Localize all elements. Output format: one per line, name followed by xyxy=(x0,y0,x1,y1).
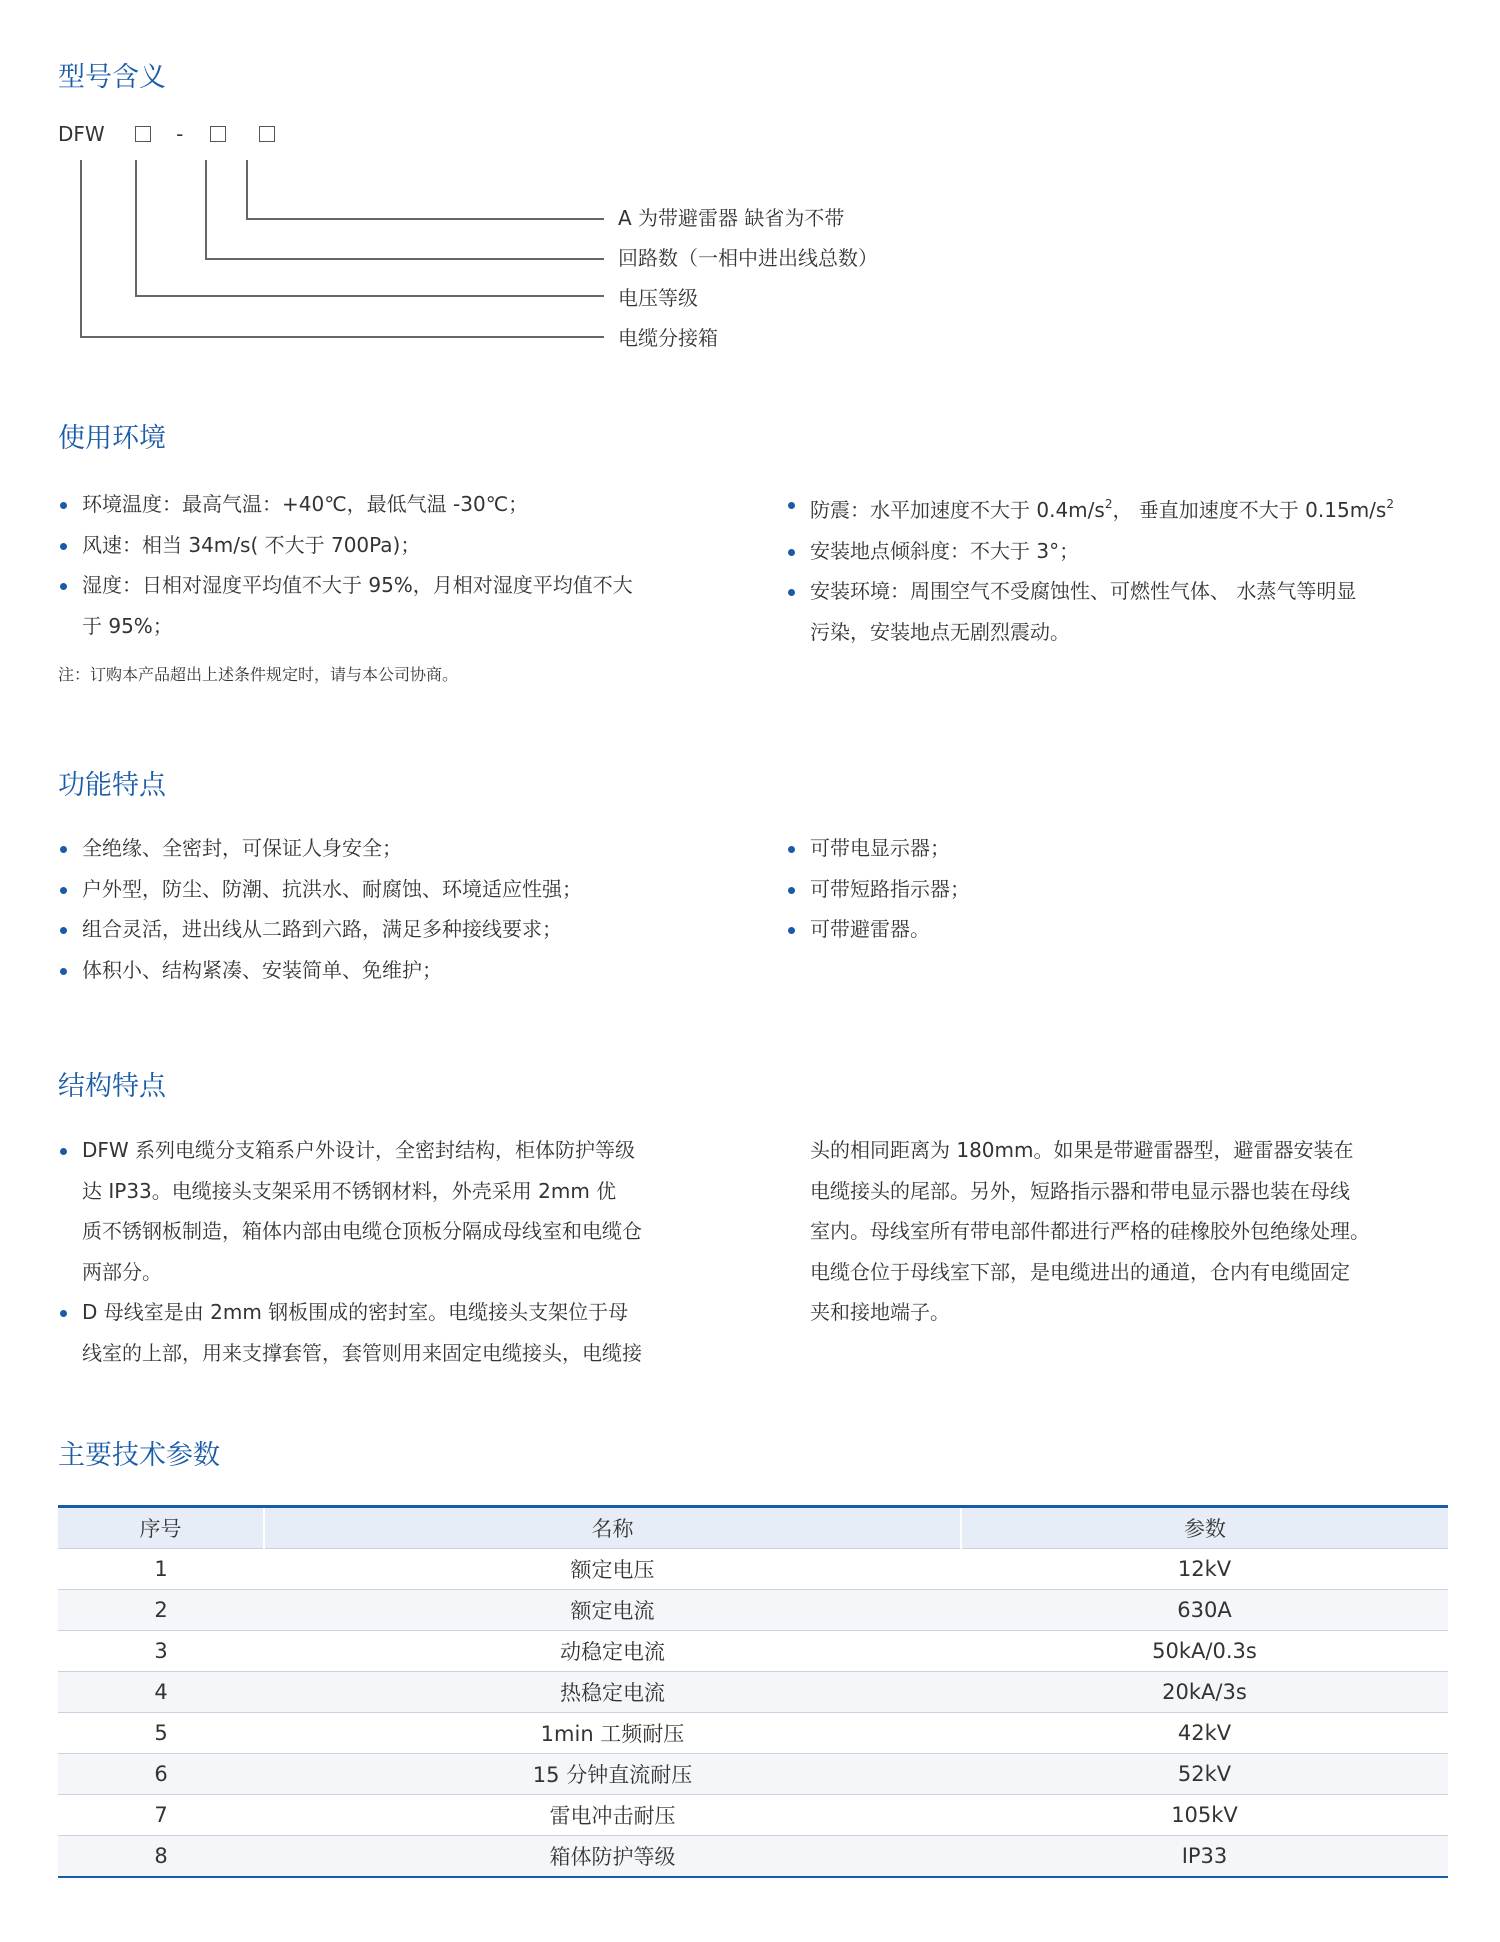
cell-index: 3 xyxy=(58,1631,264,1672)
text-line: 电缆仓位于母线室下部，是电缆进出的通道，仓内有电缆固定 xyxy=(810,1259,1350,1284)
cell-index: 6 xyxy=(58,1754,264,1795)
section-title-params: 主要技术参数 xyxy=(58,1440,220,1471)
list-item: 风速：相当 34m/s( 不大于 700Pa)； xyxy=(58,525,738,566)
model-dash: - xyxy=(176,122,184,146)
text-line: 夹和接地端子。 xyxy=(810,1300,950,1324)
cell-value: 105kV xyxy=(961,1795,1448,1836)
text-line: 电缆接头的尾部。另外，短路指示器和带电显示器也装在母线 xyxy=(810,1178,1350,1203)
cell-index: 8 xyxy=(58,1836,264,1878)
cell-value: 20kA/3s xyxy=(961,1672,1448,1713)
table-row xyxy=(58,1590,1448,1631)
cell-index: 5 xyxy=(58,1713,264,1754)
legend-circuits: 回路数（一相中进出线总数） xyxy=(618,246,878,270)
cell-name: 箱体防护等级 xyxy=(264,1836,961,1878)
list-item: 防震：水平加速度不大于 $0.4m/s^2$， 垂直加速度不大于 $0.15m/s^2$ xyxy=(786,484,1466,531)
table-row xyxy=(58,1713,1448,1754)
list-item: 环境温度：最高气温：+40℃，最低气温 -30℃； xyxy=(58,484,738,525)
text-line: 头的相同距离为 180mm。如果是带避雷器型，避雷器安装在 xyxy=(810,1138,1354,1162)
legend-type: 电缆分接箱 xyxy=(618,326,718,350)
cell-name: 雷电冲击耐压 xyxy=(264,1795,961,1836)
model-box-voltage xyxy=(135,126,151,142)
list-item: 可带避雷器。 xyxy=(786,909,1466,950)
cell-value: 12kV xyxy=(961,1549,1448,1590)
list-item: 组合灵活，进出线从二路到六路，满足多种接线要求； xyxy=(58,909,758,950)
environment-list-left xyxy=(58,484,738,646)
list-item: DFW 系列电缆分支箱系户外设计，全密封结构，柜体防护等级 xyxy=(58,1130,758,1171)
cell-value: 42kV xyxy=(961,1713,1448,1754)
environment-note: 注：订购本产品超出上述条件规定时，请与本公司协商。 xyxy=(58,665,459,684)
cell-index: 4 xyxy=(58,1672,264,1713)
cell-name: 1min 工频耐压 xyxy=(264,1713,961,1754)
cell-index: 2 xyxy=(58,1590,264,1631)
list-item: D 母线室是由 2mm 钢板围成的密封室。电缆接头支架位于母 xyxy=(58,1292,758,1333)
cell-value: 630A xyxy=(961,1590,1448,1631)
section-title-features: 功能特点 xyxy=(58,770,166,801)
list-item: 安装地点倾斜度：不大于 3°； xyxy=(786,531,1466,572)
environment-list-right xyxy=(786,484,1466,652)
legend-voltage: 电压等级 xyxy=(618,286,698,310)
list-item-continuation: 污染，安装地点无剧烈震动。 xyxy=(810,619,1070,644)
list-item-continuation: 两部分。 xyxy=(82,1259,162,1284)
cell-name: 15 分钟直流耐压 xyxy=(264,1754,961,1795)
model-box-arrester xyxy=(259,126,275,142)
list-item: 可带短路指示器； xyxy=(786,869,1466,910)
model-code xyxy=(58,122,275,146)
list-item: 安装环境：周围空气不受腐蚀性、可燃性气体、 水蒸气等明显 xyxy=(786,571,1466,612)
cell-value: 52kV xyxy=(961,1754,1448,1795)
structure-list-left xyxy=(58,1130,758,1373)
section-title-environment: 使用环境 xyxy=(58,423,166,454)
table-row xyxy=(58,1754,1448,1795)
list-item-continuation: 达 IP33。电缆接头支架采用不锈钢材料，外壳采用 2mm 优 xyxy=(82,1178,617,1203)
model-prefix: DFW xyxy=(58,122,105,146)
header-index: 序号 xyxy=(58,1507,264,1549)
legend-arrester: A 为带避雷器 缺省为不带 xyxy=(618,206,845,230)
cell-value: 50kA/0.3s xyxy=(961,1631,1448,1672)
features-list-left xyxy=(58,828,758,990)
list-item: 湿度：日相对湿度平均值不大于 95%，月相对湿度平均值不大 xyxy=(58,565,738,606)
header-value: 参数 xyxy=(961,1507,1448,1549)
text-line: 室内。母线室所有带电部件都进行严格的硅橡胶外包绝缘处理。 xyxy=(810,1219,1370,1243)
structure-text-right xyxy=(810,1130,1470,1333)
table-row xyxy=(58,1549,1448,1590)
list-item: 可带电显示器； xyxy=(786,828,1466,869)
table-header-row xyxy=(58,1507,1448,1549)
table-row xyxy=(58,1672,1448,1713)
table-row xyxy=(58,1631,1448,1672)
cell-name: 额定电压 xyxy=(264,1549,961,1590)
table-row xyxy=(58,1795,1448,1836)
section-title-model: 型号含义 xyxy=(58,62,166,93)
features-list-right xyxy=(786,828,1466,950)
list-item-continuation: 质不锈钢板制造，箱体内部由电缆仓顶板分隔成母线室和电缆仓 xyxy=(82,1219,642,1243)
cell-name: 额定电流 xyxy=(264,1590,961,1631)
list-item-continuation: 线室的上部，用来支撑套管，套管则用来固定电缆接头，电缆接 xyxy=(82,1340,642,1365)
cell-name: 热稳定电流 xyxy=(264,1672,961,1713)
table-row xyxy=(58,1836,1448,1878)
params-table xyxy=(58,1505,1448,1878)
cell-value: IP33 xyxy=(961,1836,1448,1878)
list-item: 户外型，防尘、防潮、抗洪水、耐腐蚀、环境适应性强； xyxy=(58,869,758,910)
list-item-continuation: 于 95%； xyxy=(82,613,173,638)
model-box-circuits xyxy=(210,126,226,142)
list-item: 体积小、结构紧凑、安装简单、免维护； xyxy=(58,950,758,991)
cell-index: 7 xyxy=(58,1795,264,1836)
cell-index: 1 xyxy=(58,1549,264,1590)
list-item: 全绝缘、全密封，可保证人身安全； xyxy=(58,828,758,869)
cell-name: 动稳定电流 xyxy=(264,1631,961,1672)
section-title-structure: 结构特点 xyxy=(58,1071,166,1102)
header-name: 名称 xyxy=(264,1507,961,1549)
